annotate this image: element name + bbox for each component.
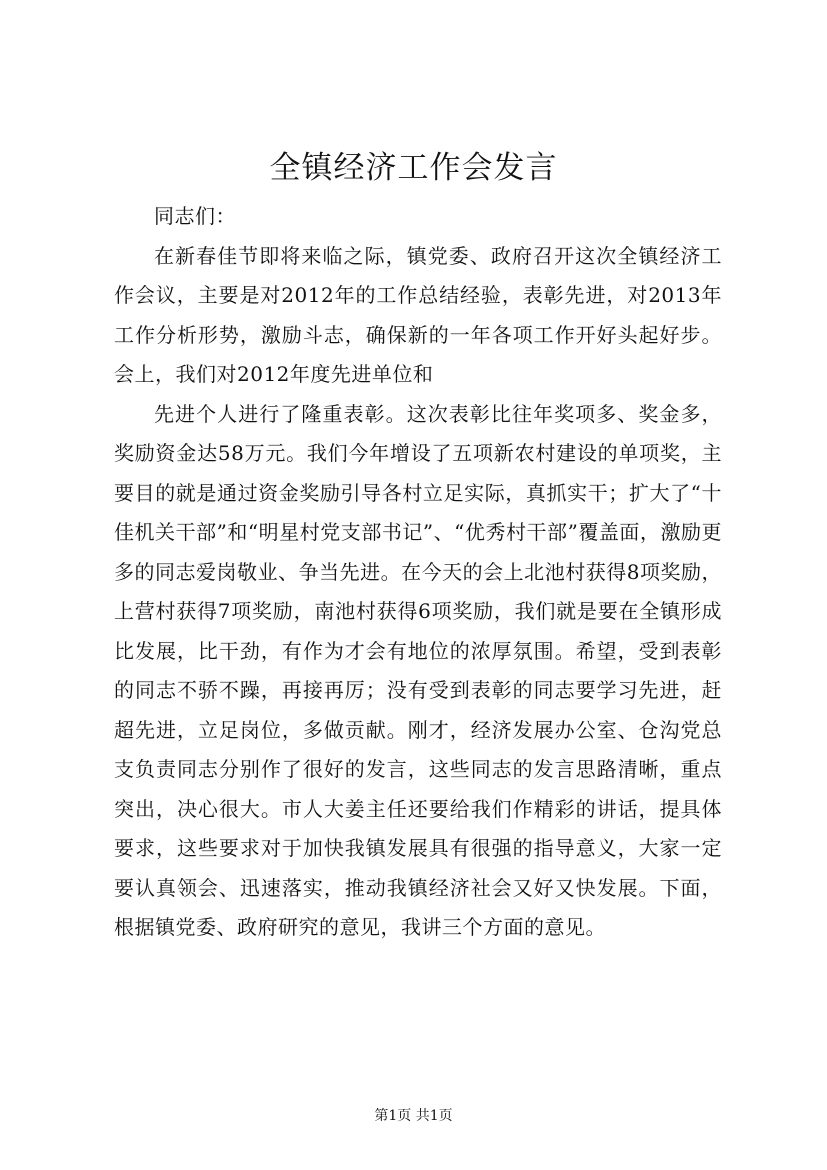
paragraph: 先进个人进行了隆重表彰。这次表彰比往年奖项多、奖金多，奖励资金达58万元。我们今年增设了五项新农村建设的单项奖，主要目的就是通过资金奖励引导各村立足实际，真抓实干；扩大了“十佳机关干部”和“明星村党支部书记”、“优秀村干部”覆盖面，激励更多的同志爱岗敬业、争当先进。在今天的会上北池村获得8项奖励，上营村获得7项奖励，南池村获得6项奖励，我们就是要在全镇形成比发展，比干劲，有作为才会有地位的浓厚氛围。希望，受到表彰的同志不骄不躁，再接再厉；没有受到表彰的同志要学习先进，赶超先进，立足岗位，多做贡献。刚才，经济发展办公室、仓沟党总支负责同志分别作了很好的发言，这些同志的发言思路清晰，重点突出，决心很大。市人大姜主任还要给我们作精彩的讲话，提具体要求，这些要求对于加快我镇发展具有很强的指导意义，大家一定要认真领会、迅速落实，推动我镇经济社会又好又快发展。下面，根据镇党委、政府研究的意见，我讲三个方面的意见。 [114, 401, 722, 939]
page-footer: 第1页 共1页 [374, 1108, 453, 1124]
document-body [114, 197, 722, 948]
paragraph: 在新春佳节即将来临之际，镇党委、政府召开这次全镇经济工作会议，主要是对2012年的工作总结经验，表彰先进，对2013年工作分析形势，激励斗志，确保新的一年各项工作开好头起好步。会上，我们对2012年度先进单位和 [114, 243, 722, 386]
salutation: 同志们： [154, 204, 236, 228]
document-title: 全镇经济工作会发言 [269, 150, 558, 186]
